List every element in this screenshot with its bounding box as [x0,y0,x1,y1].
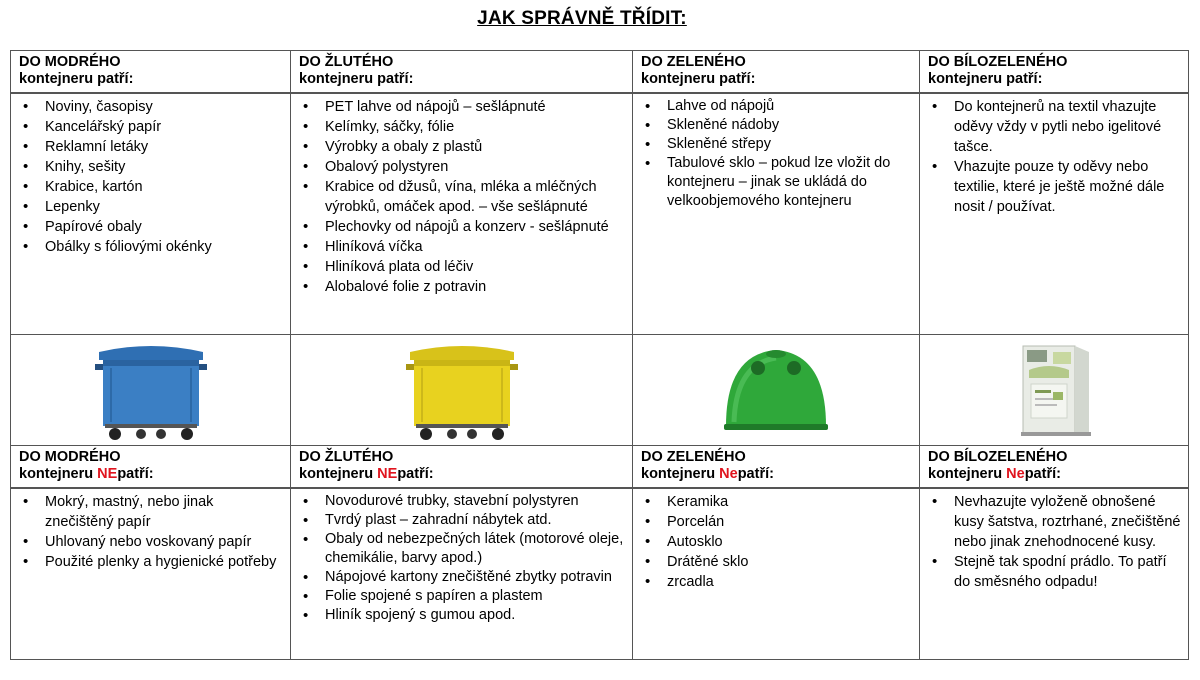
list-item: • Kancelářský papír [45,117,284,137]
list-item: • Papírové obaly [45,217,284,237]
sorting-table [10,50,1189,660]
header-yellow-not: DO ŽLUTÉHO kontejneru NEpatří: [291,446,633,489]
list-item: • Lahve od nápojů [667,97,913,116]
list-item: • Výrobky a obaly z plastů [325,137,626,157]
belongs-row [11,94,1189,335]
list-green-belongs [633,94,920,335]
image-row [11,335,1189,446]
list-item: • Krabice, kartón [45,177,284,197]
list-item: • Porcelán [667,512,913,532]
textile-container-icon [1009,338,1099,442]
list-item: • Obálky s fóliovými okénky [45,237,284,257]
list-item: • Autosklo [667,532,913,552]
list-item: • Plechovky od nápojů a konzerv - sešlápnuté [325,217,626,237]
header-row-not-belongs [11,446,1189,489]
list-item: • Reklamní letáky [45,137,284,157]
blue-bin-icon [91,338,211,442]
list-item: • Tabulové sklo – pokud lze vložit do kontejneru – jinak se ukládá do velkoobjemového kontejneru [667,154,913,211]
list-item: • Lepenky [45,197,284,217]
header-blue: DO MODRÉHO kontejneru patří: [11,51,291,94]
list-item: • Noviny, časopisy [45,97,284,117]
blue-bin-cell [11,335,291,446]
list-item: • Folie spojené s papíren a plastem [325,587,626,606]
list-item: • Hliníková víčka [325,237,626,257]
list-item: • Drátěné sklo [667,552,913,572]
green-bell-container-icon [716,342,836,438]
list-blue-belongs [11,94,291,335]
list-item: • Použité plenky a hygienické potřeby [45,552,284,572]
not-belongs-row [11,489,1189,660]
list-item: • Do kontejnerů na textil vhazujte oděvy vždy v pytli nebo igelitové tašce. [954,97,1182,157]
list-item: • Skleněné nádoby [667,116,913,135]
list-item: • Nevhazujte vyloženě obnošené kusy šatstva, roztrhané, znečištěné nebo jinak znehodnocené kusy. [954,492,1182,552]
list-item: • Obalový polystyren [325,157,626,177]
list-item: • Hliník spojený s gumou apod. [325,606,626,625]
list-item: • Obaly od nebezpečných látek (motorové oleje, chemikálie, barvy apod.) [325,530,626,568]
list-item: • Keramika [667,492,913,512]
header-white: DO BÍLOZELENÉHO kontejneru patří: [920,51,1189,94]
list-item: • PET lahve od nápojů – sešlápnuté [325,97,626,117]
yellow-bin-cell [291,335,633,446]
white-bin-cell [920,335,1189,446]
list-item: • Novodurové trubky, stavební polystyren [325,492,626,511]
list-item: • zrcadla [667,572,913,592]
header-row-belongs [11,51,1189,94]
list-yellow-not [291,489,633,660]
list-item: • Stejně tak spodní prádlo. To patří do směsného odpadu! [954,552,1182,592]
green-bin-cell [633,335,920,446]
list-yellow-belongs [291,94,633,335]
list-item: • Alobalové folie z potravin [325,277,626,297]
list-item: • Vhazujte pouze ty oděvy nebo textilie, které je ještě možné dále nosit / používat. [954,157,1182,217]
list-green-not [633,489,920,660]
list-white-not [920,489,1189,660]
list-item: • Uhlovaný nebo voskovaný papír [45,532,284,552]
list-item: • Mokrý, mastný, nebo jinak znečištěný papír [45,492,284,532]
yellow-bin-icon [402,338,522,442]
list-item: • Nápojové kartony znečištěné zbytky potravin [325,568,626,587]
list-item: • Knihy, sešity [45,157,284,177]
list-item: • Hliníková plata od léčiv [325,257,626,277]
header-yellow: DO ŽLUTÉHO kontejneru patří: [291,51,633,94]
header-blue-not: DO MODRÉHO kontejneru NEpatří: [11,446,291,489]
list-item: • Tvrdý plast – zahradní nábytek atd. [325,511,626,530]
header-green-not: DO ZELENÉHO kontejneru Nepatří: [633,446,920,489]
list-item: • Krabice od džusů, vína, mléka a mléčných výrobků, omáček apod. – vše sešlápnuté [325,177,626,217]
list-white-belongs [920,94,1189,335]
list-blue-not [11,489,291,660]
list-item: • Skleněné střepy [667,135,913,154]
list-item: • Kelímky, sáčky, fólie [325,117,626,137]
header-white-not: DO BÍLOZELENÉHO kontejneru Nepatří: [920,446,1189,489]
page-title: JAK SPRÁVNĚ TŘÍDIT: [477,8,687,29]
header-green: DO ZELENÉHO kontejneru patří: [633,51,920,94]
